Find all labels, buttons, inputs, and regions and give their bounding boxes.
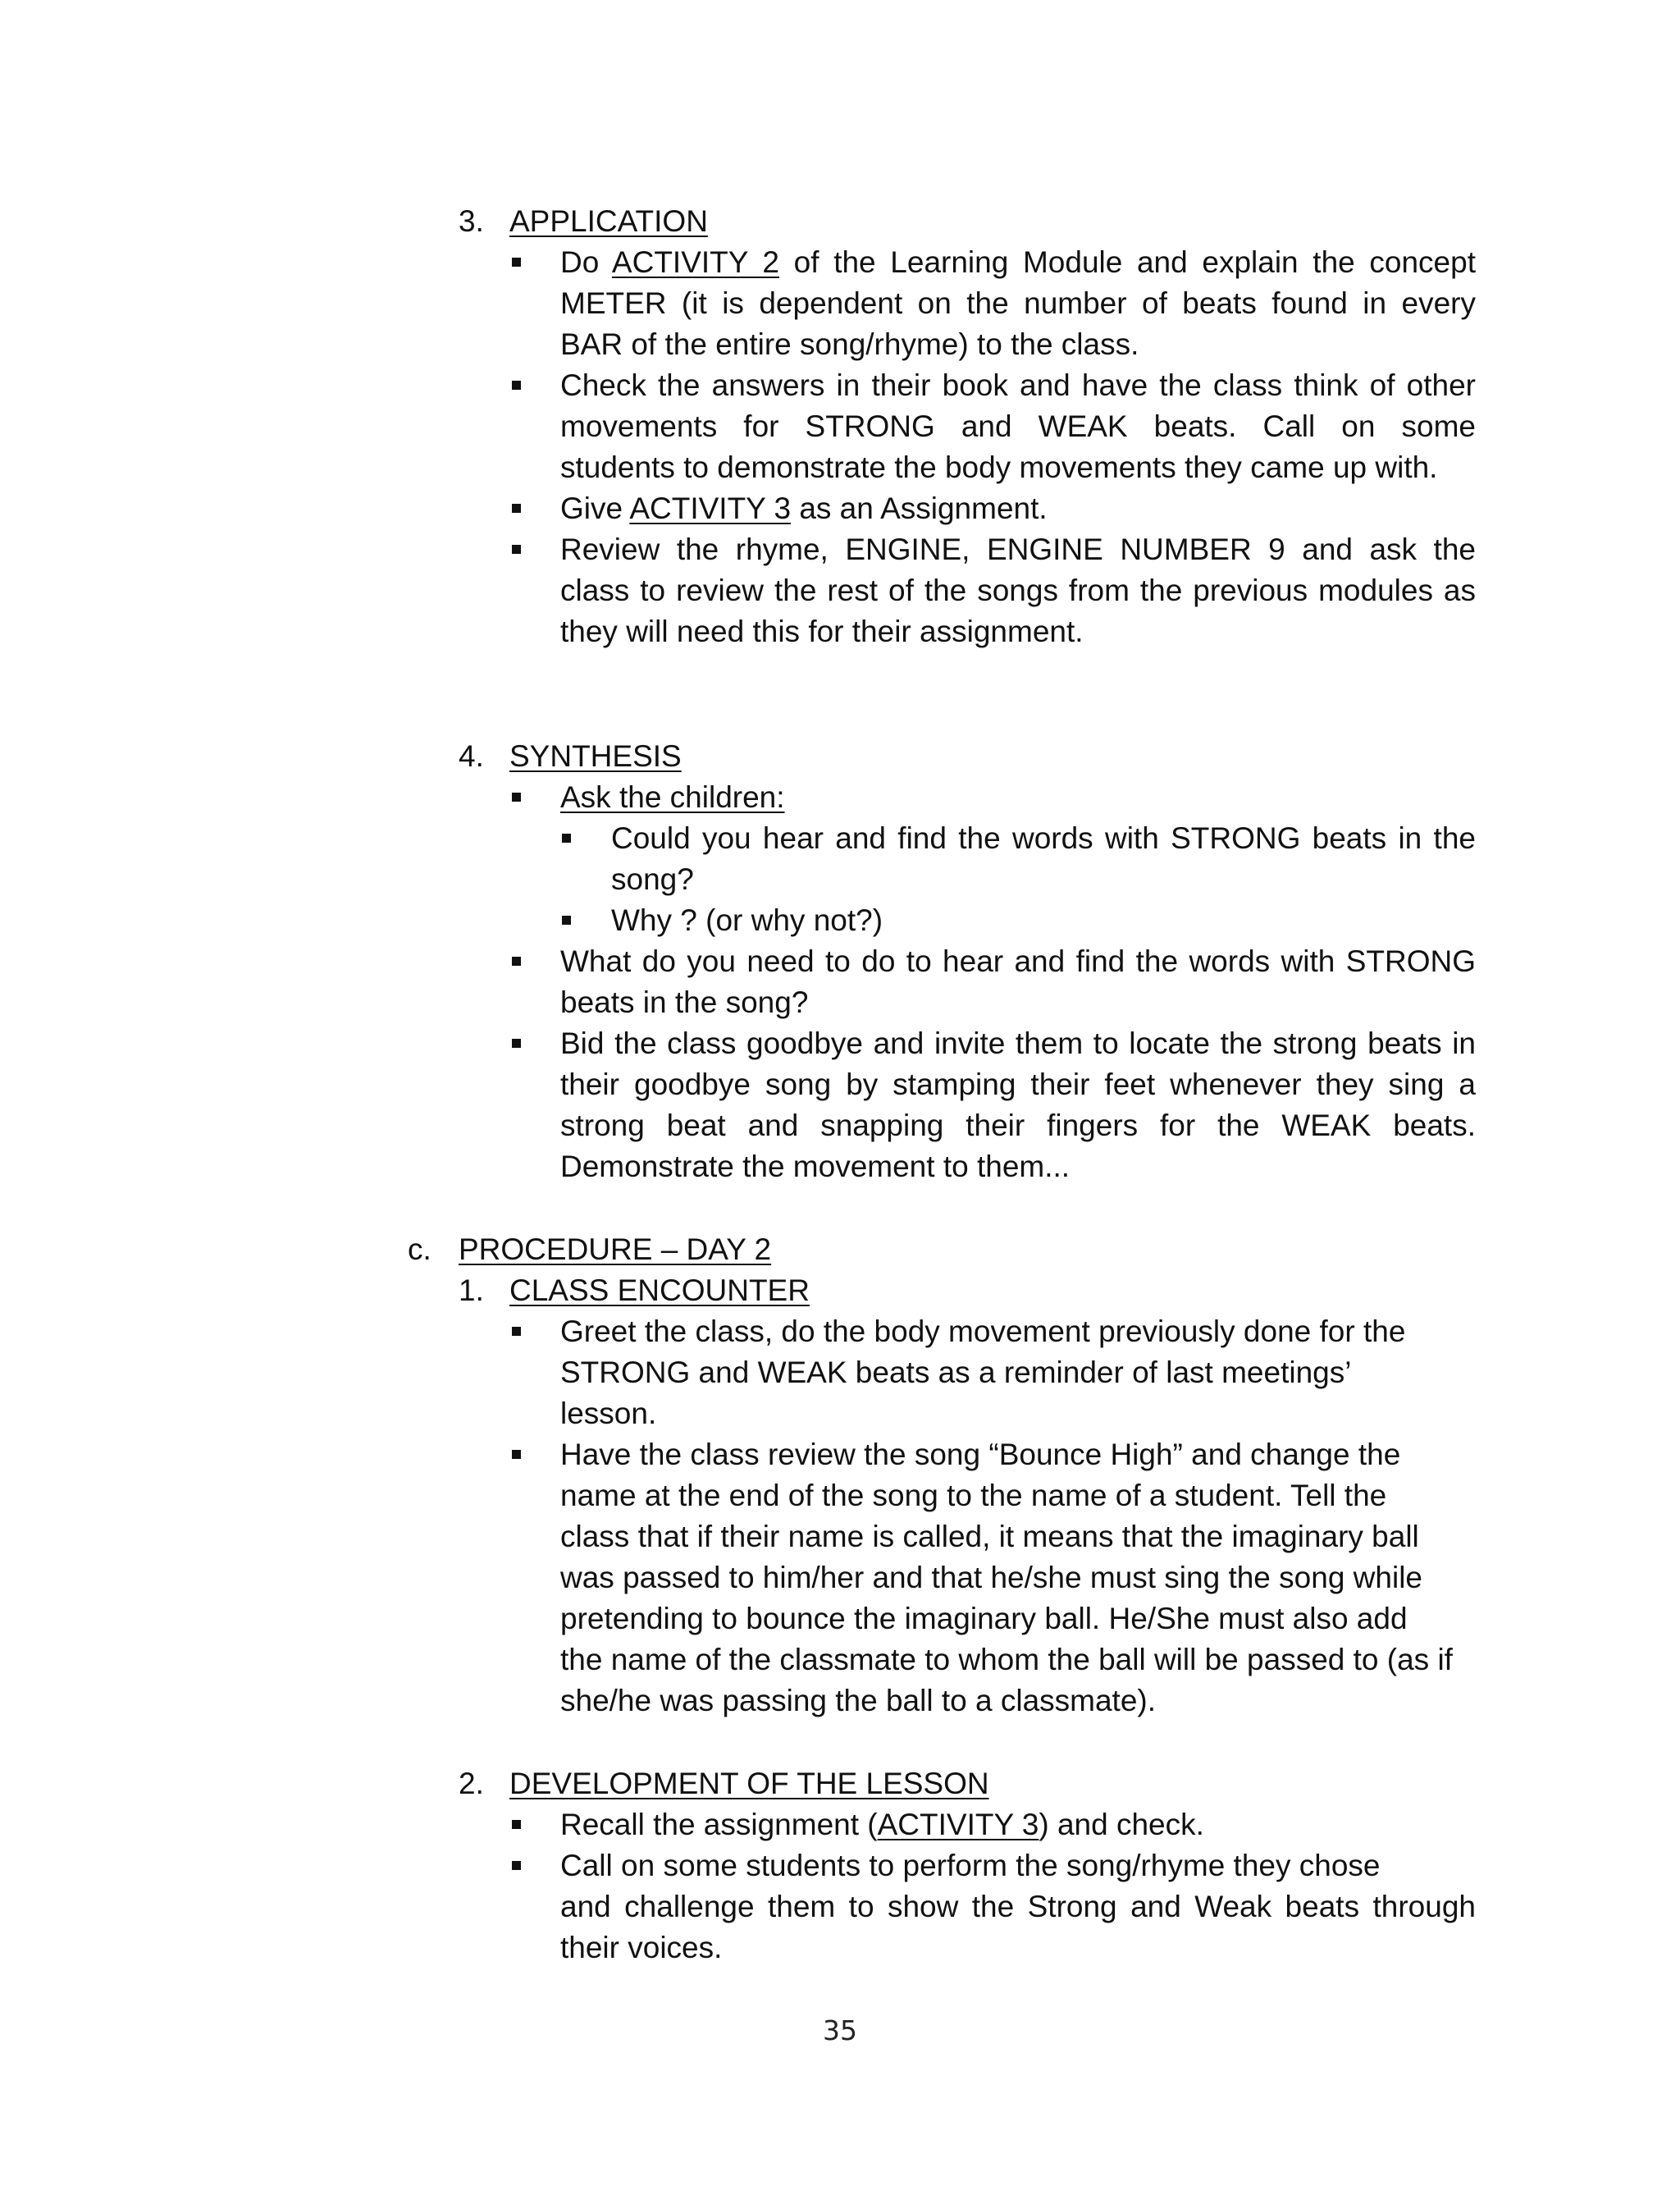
encounter-bullet-1-line-3: lesson. [560,1397,657,1430]
encounter-bullet-2-line-1: Have the class review the song “Bounce High” and change the [560,1438,1401,1471]
application-bullet-4-line-1: Review the rhyme, ENGINE, ENGINE NUMBER 9 and ask the [560,533,1476,566]
application-bullet-2-line-2: movements for STRONG and WEAK beats. Call on some [560,409,1476,443]
development-bullet-2-line-1: Call on some students to perform the song/rhyme they chose [560,1849,1381,1882]
bullet-icon [562,834,571,843]
activity-2-link: ACTIVITY 2 [611,245,780,279]
procedure-heading: PROCEDURE – DAY 2 [459,1232,772,1266]
bullet-icon [512,793,521,802]
bullet-icon [512,1039,521,1048]
development-bullet-2-line-3: their voices. [560,1931,723,1964]
development-number: 2. [459,1767,484,1800]
application-bullet-3: Give ACTIVITY 3 as an Assignment. [560,491,1048,525]
application-bullet-1-line-1: Do ACTIVITY 2 of the Learning Module and explain the concept [560,245,1476,279]
synthesis-bullet-2-line-2: beats in the song? [560,985,809,1019]
activity-3-link: ACTIVITY 3 [877,1808,1039,1841]
application-bullet-1-line-3: BAR of the entire song/rhyme) to the class. [560,327,1139,361]
encounter-bullet-1-line-2: STRONG and WEAK beats as a reminder of last meetings’ [560,1356,1352,1389]
bullet-icon [512,545,521,554]
encounter-number: 1. [459,1273,484,1307]
synthesis-heading: SYNTHESIS [509,739,682,773]
procedure-letter: c. [408,1232,431,1266]
bullet-icon [512,1327,521,1336]
bullet-icon [512,957,521,966]
activity-3-link: ACTIVITY 3 [629,491,792,525]
page-number: 35 [823,2014,857,2046]
bullet-icon [512,258,521,267]
synthesis-bullet-3-line-4: Demonstrate the movement to them... [560,1150,1071,1183]
bullet-icon [512,1820,521,1829]
synthesis-question-2: Why ? (or why not?) [611,903,883,937]
encounter-heading: CLASS ENCOUNTER [509,1273,810,1307]
application-bullet-1-line-2: METER (it is dependent on the number of beats found in every [560,286,1476,320]
encounter-bullet-1-line-1: Greet the class, do the body movement previously done for the [560,1314,1406,1348]
bullet-icon [512,381,521,390]
synthesis-bullet-3-line-3: strong beat and snapping their fingers for the WEAK beats. [560,1109,1476,1142]
encounter-bullet-2-line-5: pretending to bounce the imaginary ball. He/She must also add [560,1602,1408,1635]
application-heading: APPLICATION [509,204,708,238]
application-bullet-4-line-3: they will need this for their assignment. [560,615,1084,648]
bullet-icon [512,1450,521,1459]
development-bullet-1: Recall the assignment (ACTIVITY 3) and check. [560,1808,1204,1841]
encounter-bullet-2-line-2: name at the end of the song to the name of a student. Tell the [560,1479,1387,1512]
bullet-icon [512,504,521,513]
encounter-bullet-2-line-4: was passed to him/her and that he/she must sing the song while [560,1561,1422,1594]
bullet-icon [512,1861,521,1870]
synthesis-question-1-line-1: Could you hear and find the words with STRONG beats in the [611,821,1476,855]
synthesis-question-1-line-2: song? [611,862,694,896]
encounter-bullet-2-line-6: the name of the classmate to whom the ball will be passed to (as if [560,1643,1453,1676]
encounter-bullet-2-line-3: class that if their name is called, it means that the imaginary ball [560,1520,1419,1553]
development-bullet-2-line-2: and challenge them to show the Strong and Weak beats through [560,1890,1476,1923]
application-bullet-2-line-1: Check the answers in their book and have the class think of other [560,368,1476,402]
encounter-bullet-2-line-7: she/he was passing the ball to a classmate). [560,1684,1156,1717]
ask-the-children: Ask the children: [560,780,785,814]
bullet-icon [562,916,571,925]
synthesis-bullet-2-line-1: What do you need to do to hear and find the words with STRONG [560,944,1476,978]
development-heading: DEVELOPMENT OF THE LESSON [509,1767,989,1800]
synthesis-bullet-3-line-1: Bid the class goodbye and invite them to locate the strong beats in [560,1026,1476,1060]
synthesis-bullet-3-line-2: their goodbye song by stamping their feet whenever they sing a [560,1068,1476,1101]
application-bullet-4-line-2: class to review the rest of the songs from the previous modules as [560,574,1476,607]
synthesis-number: 4. [459,739,484,773]
application-number: 3. [459,204,484,238]
application-bullet-2-line-3: students to demonstrate the body movements they came up with. [560,450,1438,484]
